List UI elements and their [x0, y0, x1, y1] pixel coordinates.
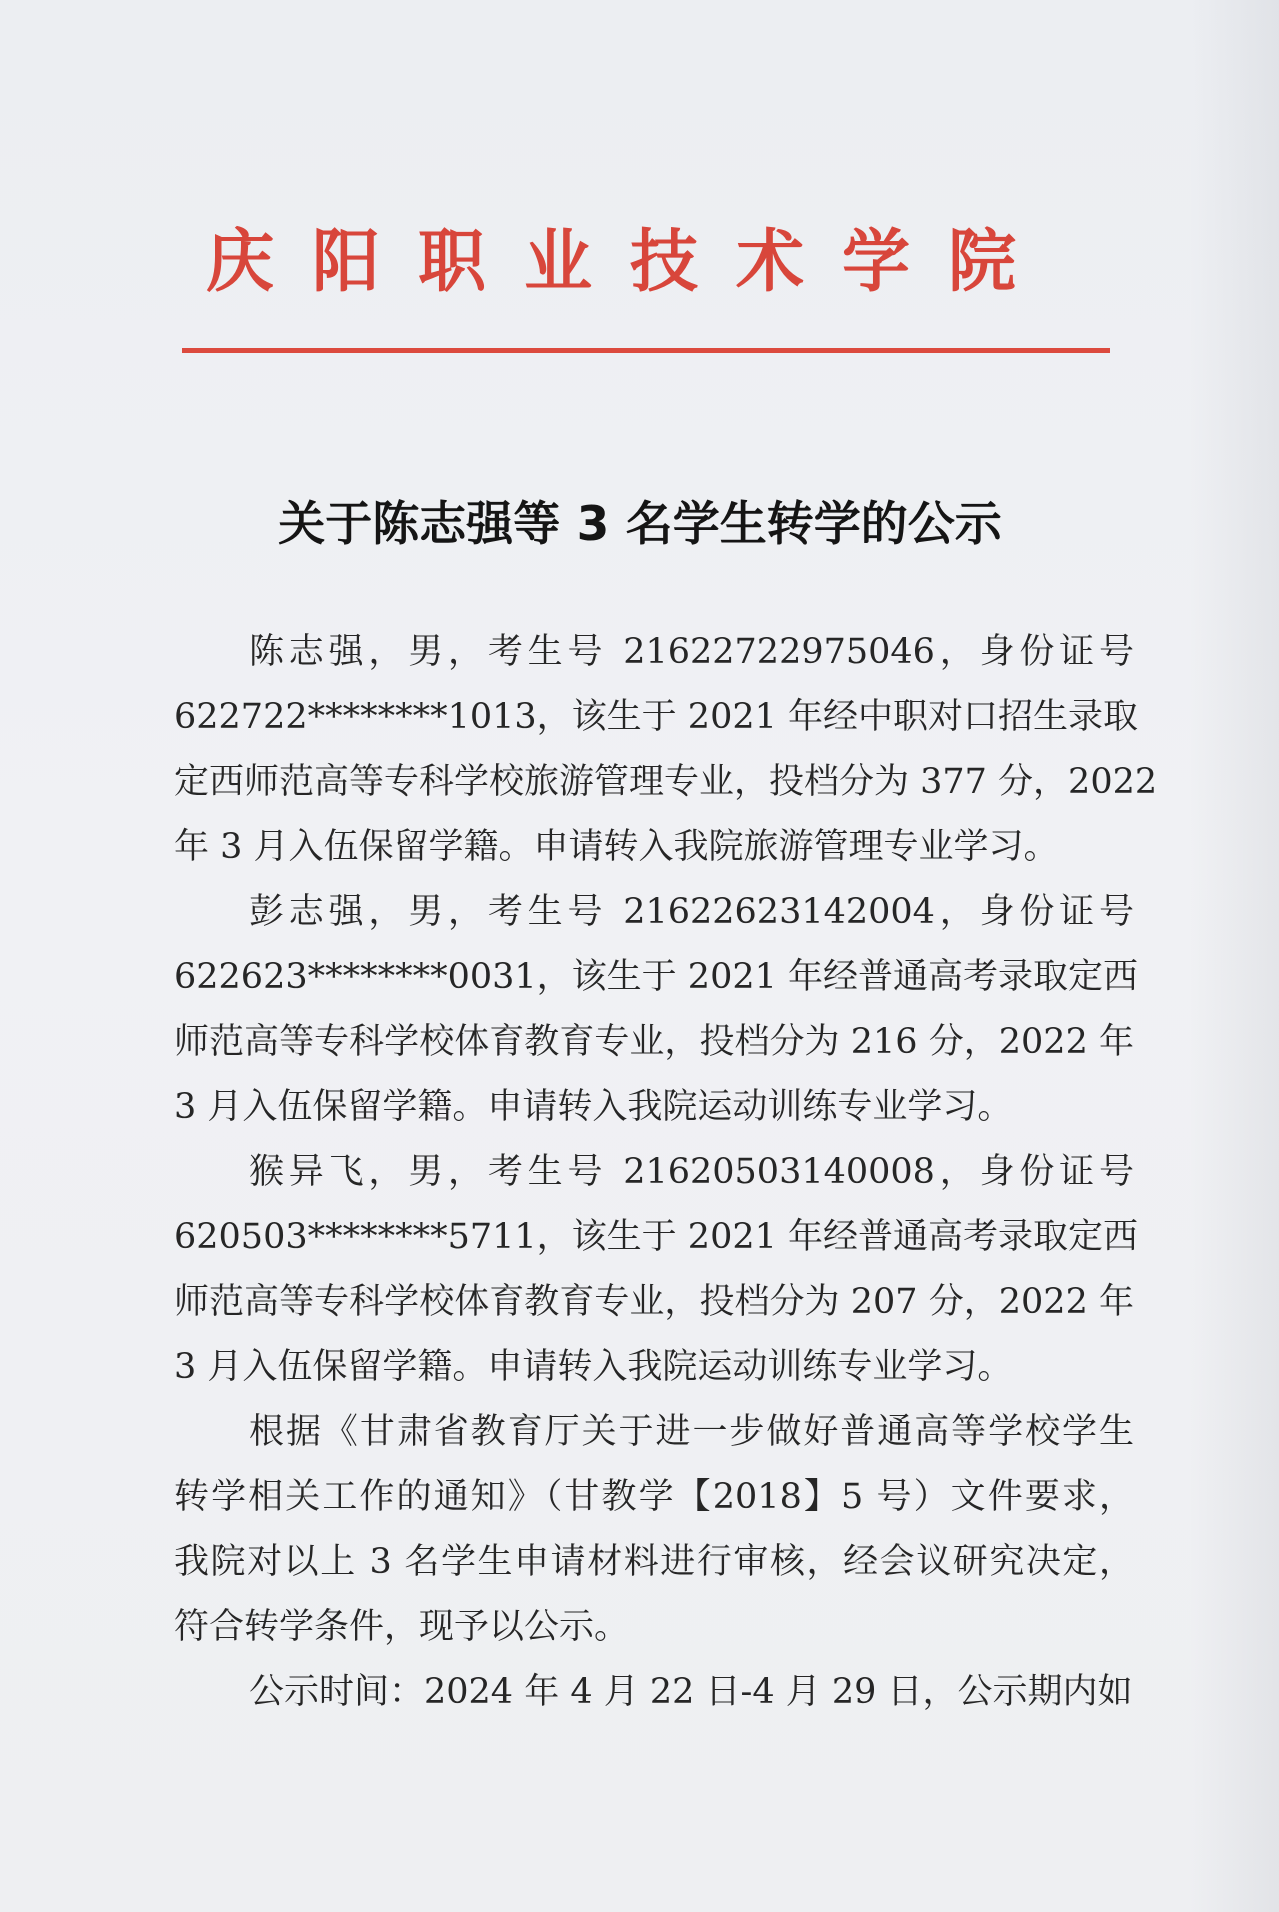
text-line: 3 月入伍保留学籍。申请转入我院运动训练专业学习。 — [174, 1087, 1013, 1127]
text-line: 我院对以上 3 名学生申请材料进行审核，经会议研究决定， — [174, 1542, 1134, 1582]
text-line: 转学相关工作的通知》（甘教学【2018】5 号）文件要求， — [174, 1477, 1134, 1517]
paragraph-student-3 — [174, 1140, 1139, 1400]
paragraph-student-1 — [174, 620, 1158, 880]
text-line: 622623********0031，该生于 2021 年经普通高考录取定西 — [174, 957, 1139, 997]
text-line: 符合转学条件，现予以公示。 — [174, 1607, 630, 1647]
text-line: 定西师范高等专科学校旅游管理专业，投档分为 377 分，2022 — [174, 762, 1158, 802]
text-line: 师范高等专科学校体育教育专业，投档分为 207 分，2022 年 — [174, 1282, 1134, 1322]
paragraph-publicity-period — [174, 1660, 1134, 1725]
letterhead-red-rule — [182, 348, 1110, 353]
text-line: 猴异飞，男，考生号 21620503140008，身份证号 — [249, 1152, 1134, 1192]
text-line: 3 月入伍保留学籍。申请转入我院运动训练专业学习。 — [174, 1347, 1013, 1387]
text-line: 公示时间：2024 年 4 月 22 日-4 月 29 日，公示期内如 — [249, 1672, 1133, 1712]
text-line: 622722********1013，该生于 2021 年经中职对口招生录取 — [174, 697, 1139, 737]
notice-title: 关于陈志强等 3 名学生转学的公示 — [278, 497, 1002, 552]
text-line: 彭志强，男，考生号 21622623142004，身份证号 — [249, 892, 1134, 932]
text-line: 年 3 月入伍保留学籍。申请转入我院旅游管理专业学习。 — [174, 827, 1059, 867]
paragraph-basis — [174, 1400, 1134, 1660]
letterhead-org-name: 庆阳职业技术学院 — [205, 222, 1054, 302]
text-line: 620503********5711，该生于 2021 年经普通高考录取定西 — [174, 1217, 1139, 1257]
paragraph-student-2 — [174, 880, 1139, 1140]
notice-body — [174, 620, 1158, 1725]
text-line: 师范高等专科学校体育教育专业，投档分为 216 分，2022 年 — [174, 1022, 1134, 1062]
text-line: 根据《甘肃省教育厅关于进一步做好普通高等学校学生 — [249, 1412, 1134, 1452]
text-line: 陈志强，男，考生号 21622722975046，身份证号 — [249, 632, 1134, 672]
